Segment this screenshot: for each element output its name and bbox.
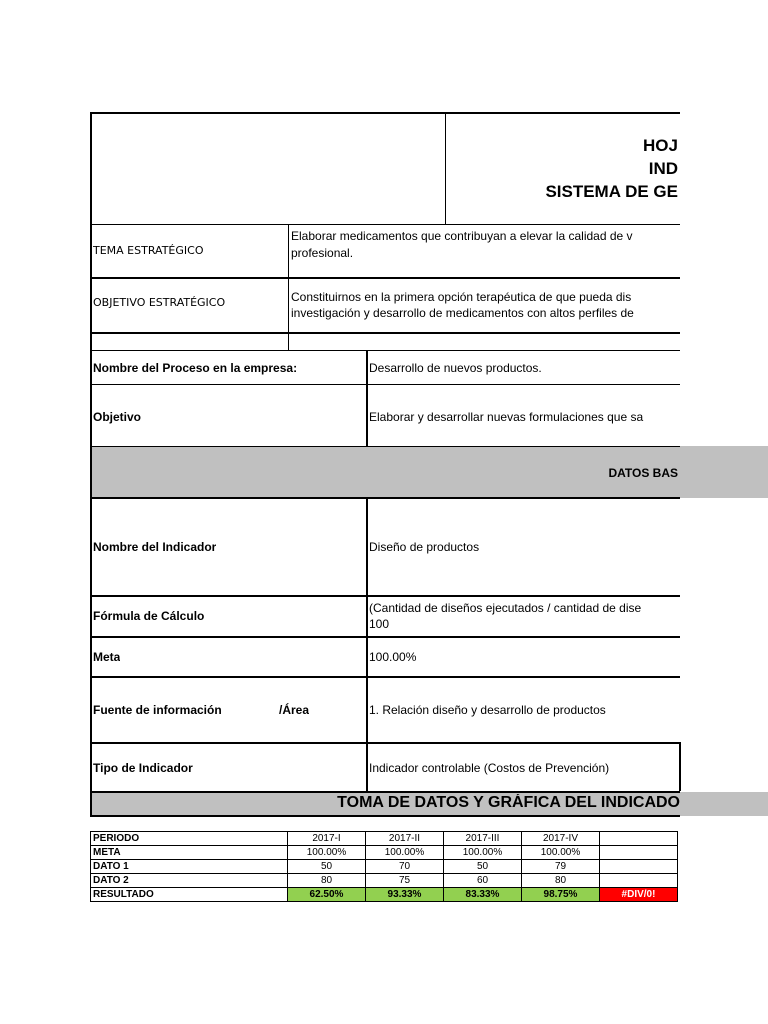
table-cell [600,874,678,888]
nombre-indicador-value: Diseño de productos [369,540,480,554]
data-table [90,831,678,902]
table-cell [600,860,678,874]
row-label: PERIODO [91,832,288,846]
meta-label: Meta [93,650,121,664]
objetivo-label: Objetivo [93,410,142,424]
toma-top-border [90,791,680,793]
fuente-value: 1. Relación diseño y desarrollo de productos [369,703,606,717]
formula-value-line-2: 100 [369,617,390,631]
formula-label: Fórmula de Cálculo [93,609,205,623]
table-cell: 100.00% [522,846,600,860]
table-cell: 100.00% [366,846,444,860]
proceso-label: Nombre del Proceso en la empresa: [93,361,298,375]
process-divider [366,351,368,446]
table-cell: 2017-II [366,832,444,846]
result-cell-ok: 93.33% [366,888,444,902]
proceso-bottom-border [90,384,680,385]
result-cell-ok: 83.33% [444,888,522,902]
row-label: META [91,846,288,860]
meta-value: 100.00% [369,650,417,664]
indicator-left-border [90,499,92,793]
fuente-bottom-border [90,742,680,744]
tipo-indicador-value: Indicador controlable (Costos de Prevención) [369,761,610,775]
datos-basicos-heading: DATOS BAS [608,466,678,480]
table-cell: 2017-I [288,832,366,846]
row-label: RESULTADO [91,888,288,902]
objetivo-estrategico-label: OBJETIVO ESTRATÉGICO [93,296,226,309]
objetivo-value: Elaborar y desarrollar nuevas formulaciones que sa [369,410,644,424]
proceso-value: Desarrollo de nuevos productos. [369,361,542,375]
row-label: DATO 2 [91,874,288,888]
spacer-bottom-border [90,350,680,351]
table-row-dato-1 [91,860,678,874]
indicator-divider [366,499,368,793]
header-title-line-3: SISTEMA DE GE [545,182,678,201]
table-cell: 2017-III [444,832,522,846]
fuente-area-label: /Área [279,703,310,717]
result-cell-ok: 98.75% [522,888,600,902]
tema-estrategico-value-line-2: profesional. [291,246,354,260]
objetivo-estrategico-value-line-2: investigación y desarrollo de medicamentos con altos perfiles de [291,306,634,320]
tema-bottom-border [90,277,680,279]
header-divider [445,112,446,225]
table-row-periodo [91,832,678,846]
table-cell: 60 [444,874,522,888]
table-row-resultado [91,888,678,902]
toma-bottom-border [90,815,680,817]
table-cell [600,846,678,860]
header-title-line-2: IND [648,159,678,178]
table-cell: 80 [288,874,366,888]
table-cell: 100.00% [288,846,366,860]
table-cell: 80 [522,874,600,888]
tema-estrategico-value-line-1: Elaborar medicamentos que contribuyan a elevar la calidad de v [291,229,633,243]
table-cell: 50 [444,860,522,874]
objetivo-bottom-border [90,332,680,334]
table-cell: 50 [288,860,366,874]
nombre-indicador-bottom-border [90,595,680,597]
table-cell: 100.00% [444,846,522,860]
fuente-label: Fuente de información [93,703,222,717]
table-cell: 75 [366,874,444,888]
formula-value-line-1: (Cantidad de diseños ejecutados / cantidad de dise [369,601,642,615]
data-table-wrapper [90,831,680,915]
tipo-indicador-label: Tipo de Indicador [93,761,193,775]
nombre-indicador-label: Nombre del Indicador [93,540,217,554]
band-top-border [90,446,680,447]
objetivo-estrategico-value-line-1: Constituirnos en la primera opción terapéutica de que pueda dis [291,290,632,304]
band-bottom-border [90,497,680,499]
table-row-dato-2 [91,874,678,888]
tipo-right-border [679,742,681,791]
toma-datos-heading: TOMA DE DATOS Y GRÁFICA DEL INDICADO [337,794,680,811]
table-cell [600,832,678,846]
header-title-line-1: HOJ [643,136,678,155]
formula-bottom-border [90,636,680,638]
header-bottom-border [90,224,680,225]
top-border [90,112,680,114]
row-label: DATO 1 [91,860,288,874]
result-cell-error: #DIV/0! [600,888,678,902]
table-row-meta [91,846,678,860]
table-cell: 70 [366,860,444,874]
table-cell: 2017-IV [522,832,600,846]
tema-estrategico-label: TEMA ESTRATÉGICO [93,244,204,257]
table-cell: 79 [522,860,600,874]
result-cell-ok: 62.50% [288,888,366,902]
left-border [90,112,92,354]
meta-bottom-border [90,676,680,678]
